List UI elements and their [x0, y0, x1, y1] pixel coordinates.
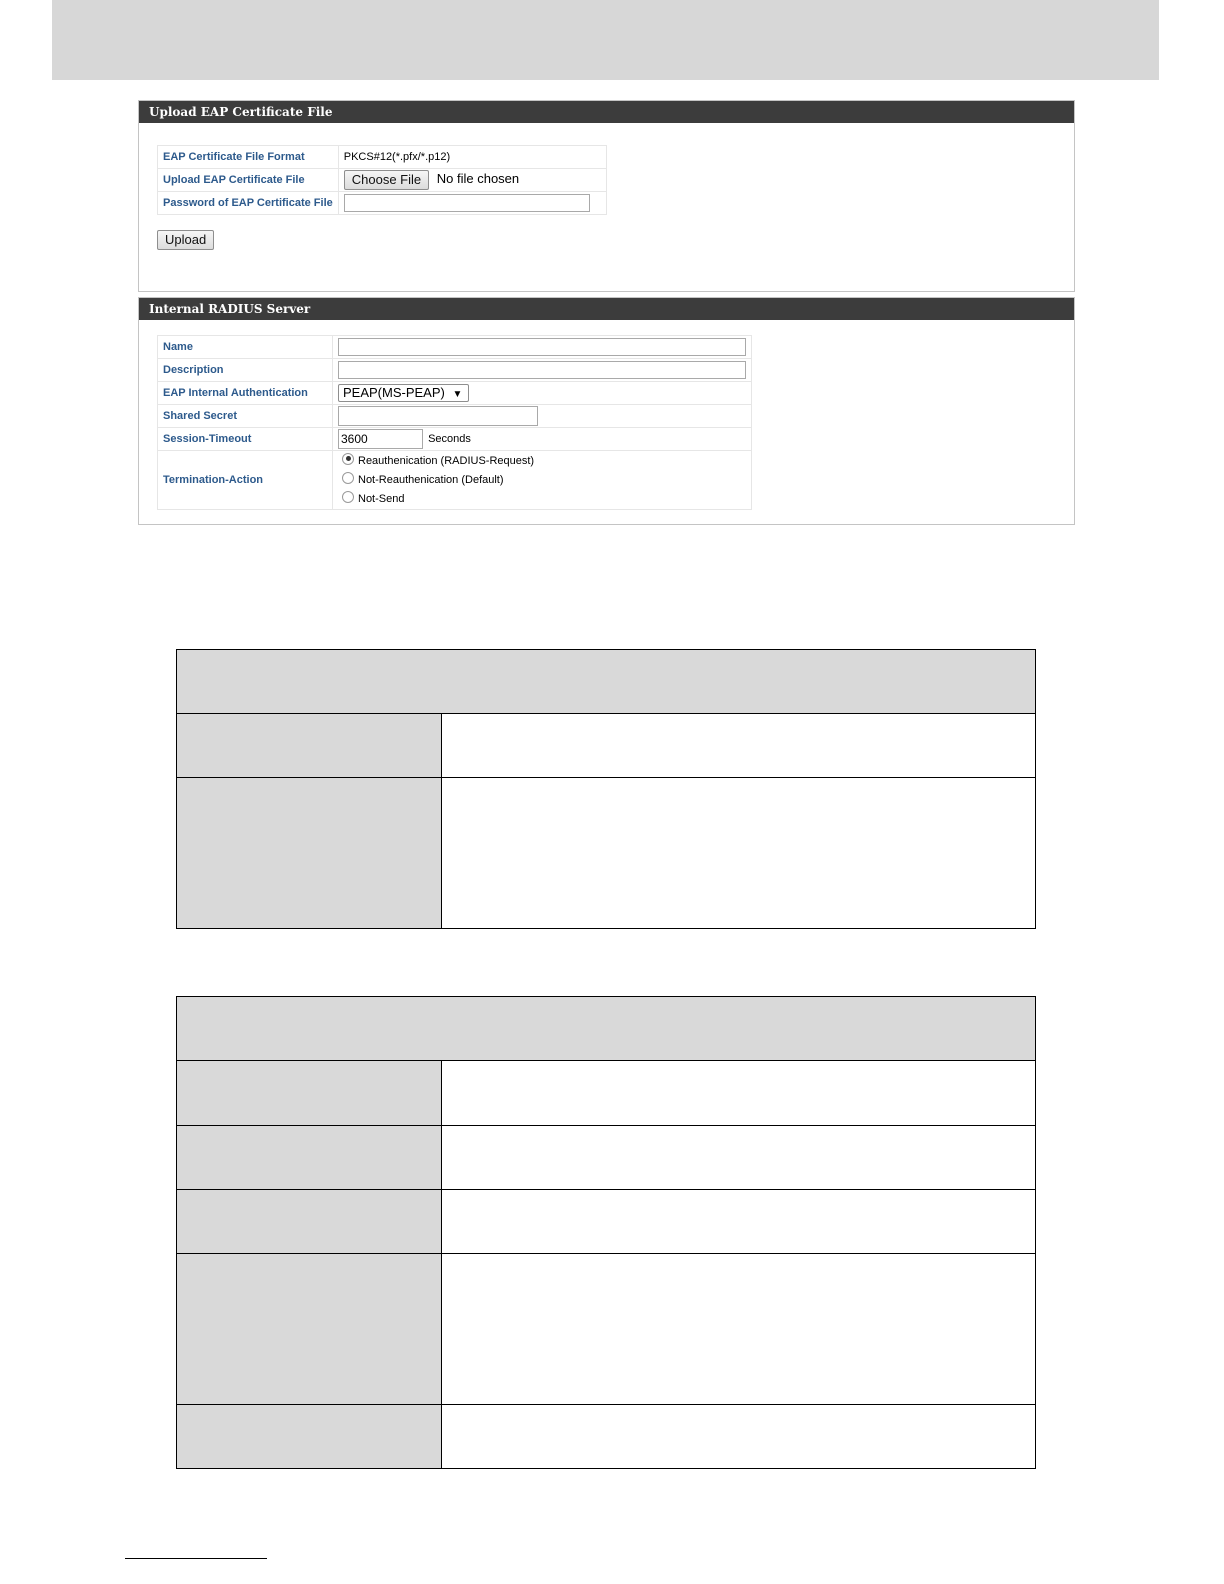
no-file-text: No file chosen: [436, 171, 520, 187]
format-row: [158, 146, 607, 169]
password-label: Password of EAP Certificate File: [158, 192, 339, 215]
eap-selected-value: PEAP(MS-PEAP): [343, 385, 445, 400]
eap-method-select[interactable]: [338, 384, 469, 402]
table-row-text: [442, 1254, 1036, 1405]
secret-label: Shared Secret: [158, 405, 333, 428]
name-input[interactable]: [338, 338, 746, 356]
table-header: [177, 650, 1036, 714]
table-row-label: [177, 1254, 442, 1405]
option-label: Reauthenication (RADIUS-Request): [358, 454, 535, 467]
termination-option-not-send[interactable]: [342, 490, 746, 509]
description-table-radius: [176, 996, 1036, 1469]
description-table-upload: [176, 649, 1036, 929]
upload-eap-certificate-panel: [138, 100, 1075, 292]
panel-title: Upload EAP Certificate File: [139, 101, 1074, 123]
description-label: Description: [158, 359, 333, 382]
certificate-form: [157, 145, 607, 215]
table-row-text: [442, 714, 1036, 778]
format-value: PKCS#12(*.pfx/*.p12): [338, 146, 606, 169]
name-row: [158, 336, 752, 359]
radio-icon[interactable]: [342, 472, 354, 484]
timeout-label: Session-Timeout: [158, 428, 333, 451]
table-header: [177, 997, 1036, 1061]
format-label: EAP Certificate File Format: [158, 146, 339, 169]
eap-row: [158, 382, 752, 405]
choose-file-button[interactable]: Choose File: [344, 170, 429, 190]
session-timeout-input[interactable]: [338, 429, 423, 449]
termination-option-reauth[interactable]: [342, 452, 746, 471]
option-label: Not-Reauthenication (Default): [358, 473, 504, 486]
description-input[interactable]: [338, 361, 746, 379]
shared-secret-input[interactable]: [338, 406, 538, 426]
description-row: [158, 359, 752, 382]
footnote-separator: [125, 1558, 267, 1559]
table-row-label: [177, 778, 442, 929]
table-row-label: [177, 1404, 442, 1468]
page-header-band: [52, 0, 1159, 80]
table-row-text: [442, 1404, 1036, 1468]
file-row: [158, 169, 607, 192]
table-row-label: [177, 1125, 442, 1189]
table-row-text: [442, 1061, 1036, 1125]
name-label: Name: [158, 336, 333, 359]
table-row-text: [442, 1189, 1036, 1253]
table-row-text: [442, 778, 1036, 929]
password-input[interactable]: [344, 194, 590, 212]
table-row-label: [177, 714, 442, 778]
radius-form: [157, 335, 752, 510]
radio-selected-icon[interactable]: [342, 453, 354, 465]
secret-row: [158, 405, 752, 428]
eap-label: EAP Internal Authentication: [158, 382, 333, 405]
file-label: Upload EAP Certificate File: [158, 169, 339, 192]
table-row-label: [177, 1189, 442, 1253]
radio-icon[interactable]: [342, 491, 354, 503]
dropdown-arrow-icon: ▼: [452, 389, 463, 400]
termination-option-not-reauth[interactable]: [342, 471, 746, 490]
table-row-label: [177, 1061, 442, 1125]
panel-title: Internal RADIUS Server: [139, 298, 1074, 320]
termination-row: [158, 451, 752, 510]
upload-button[interactable]: Upload: [157, 230, 214, 250]
termination-label: Termination-Action: [158, 451, 333, 510]
timeout-row: [158, 428, 752, 451]
timeout-unit: Seconds: [428, 432, 471, 445]
password-row: [158, 192, 607, 215]
option-label: Not-Send: [358, 492, 405, 505]
internal-radius-server-panel: [138, 297, 1075, 525]
table-row-text: [442, 1125, 1036, 1189]
